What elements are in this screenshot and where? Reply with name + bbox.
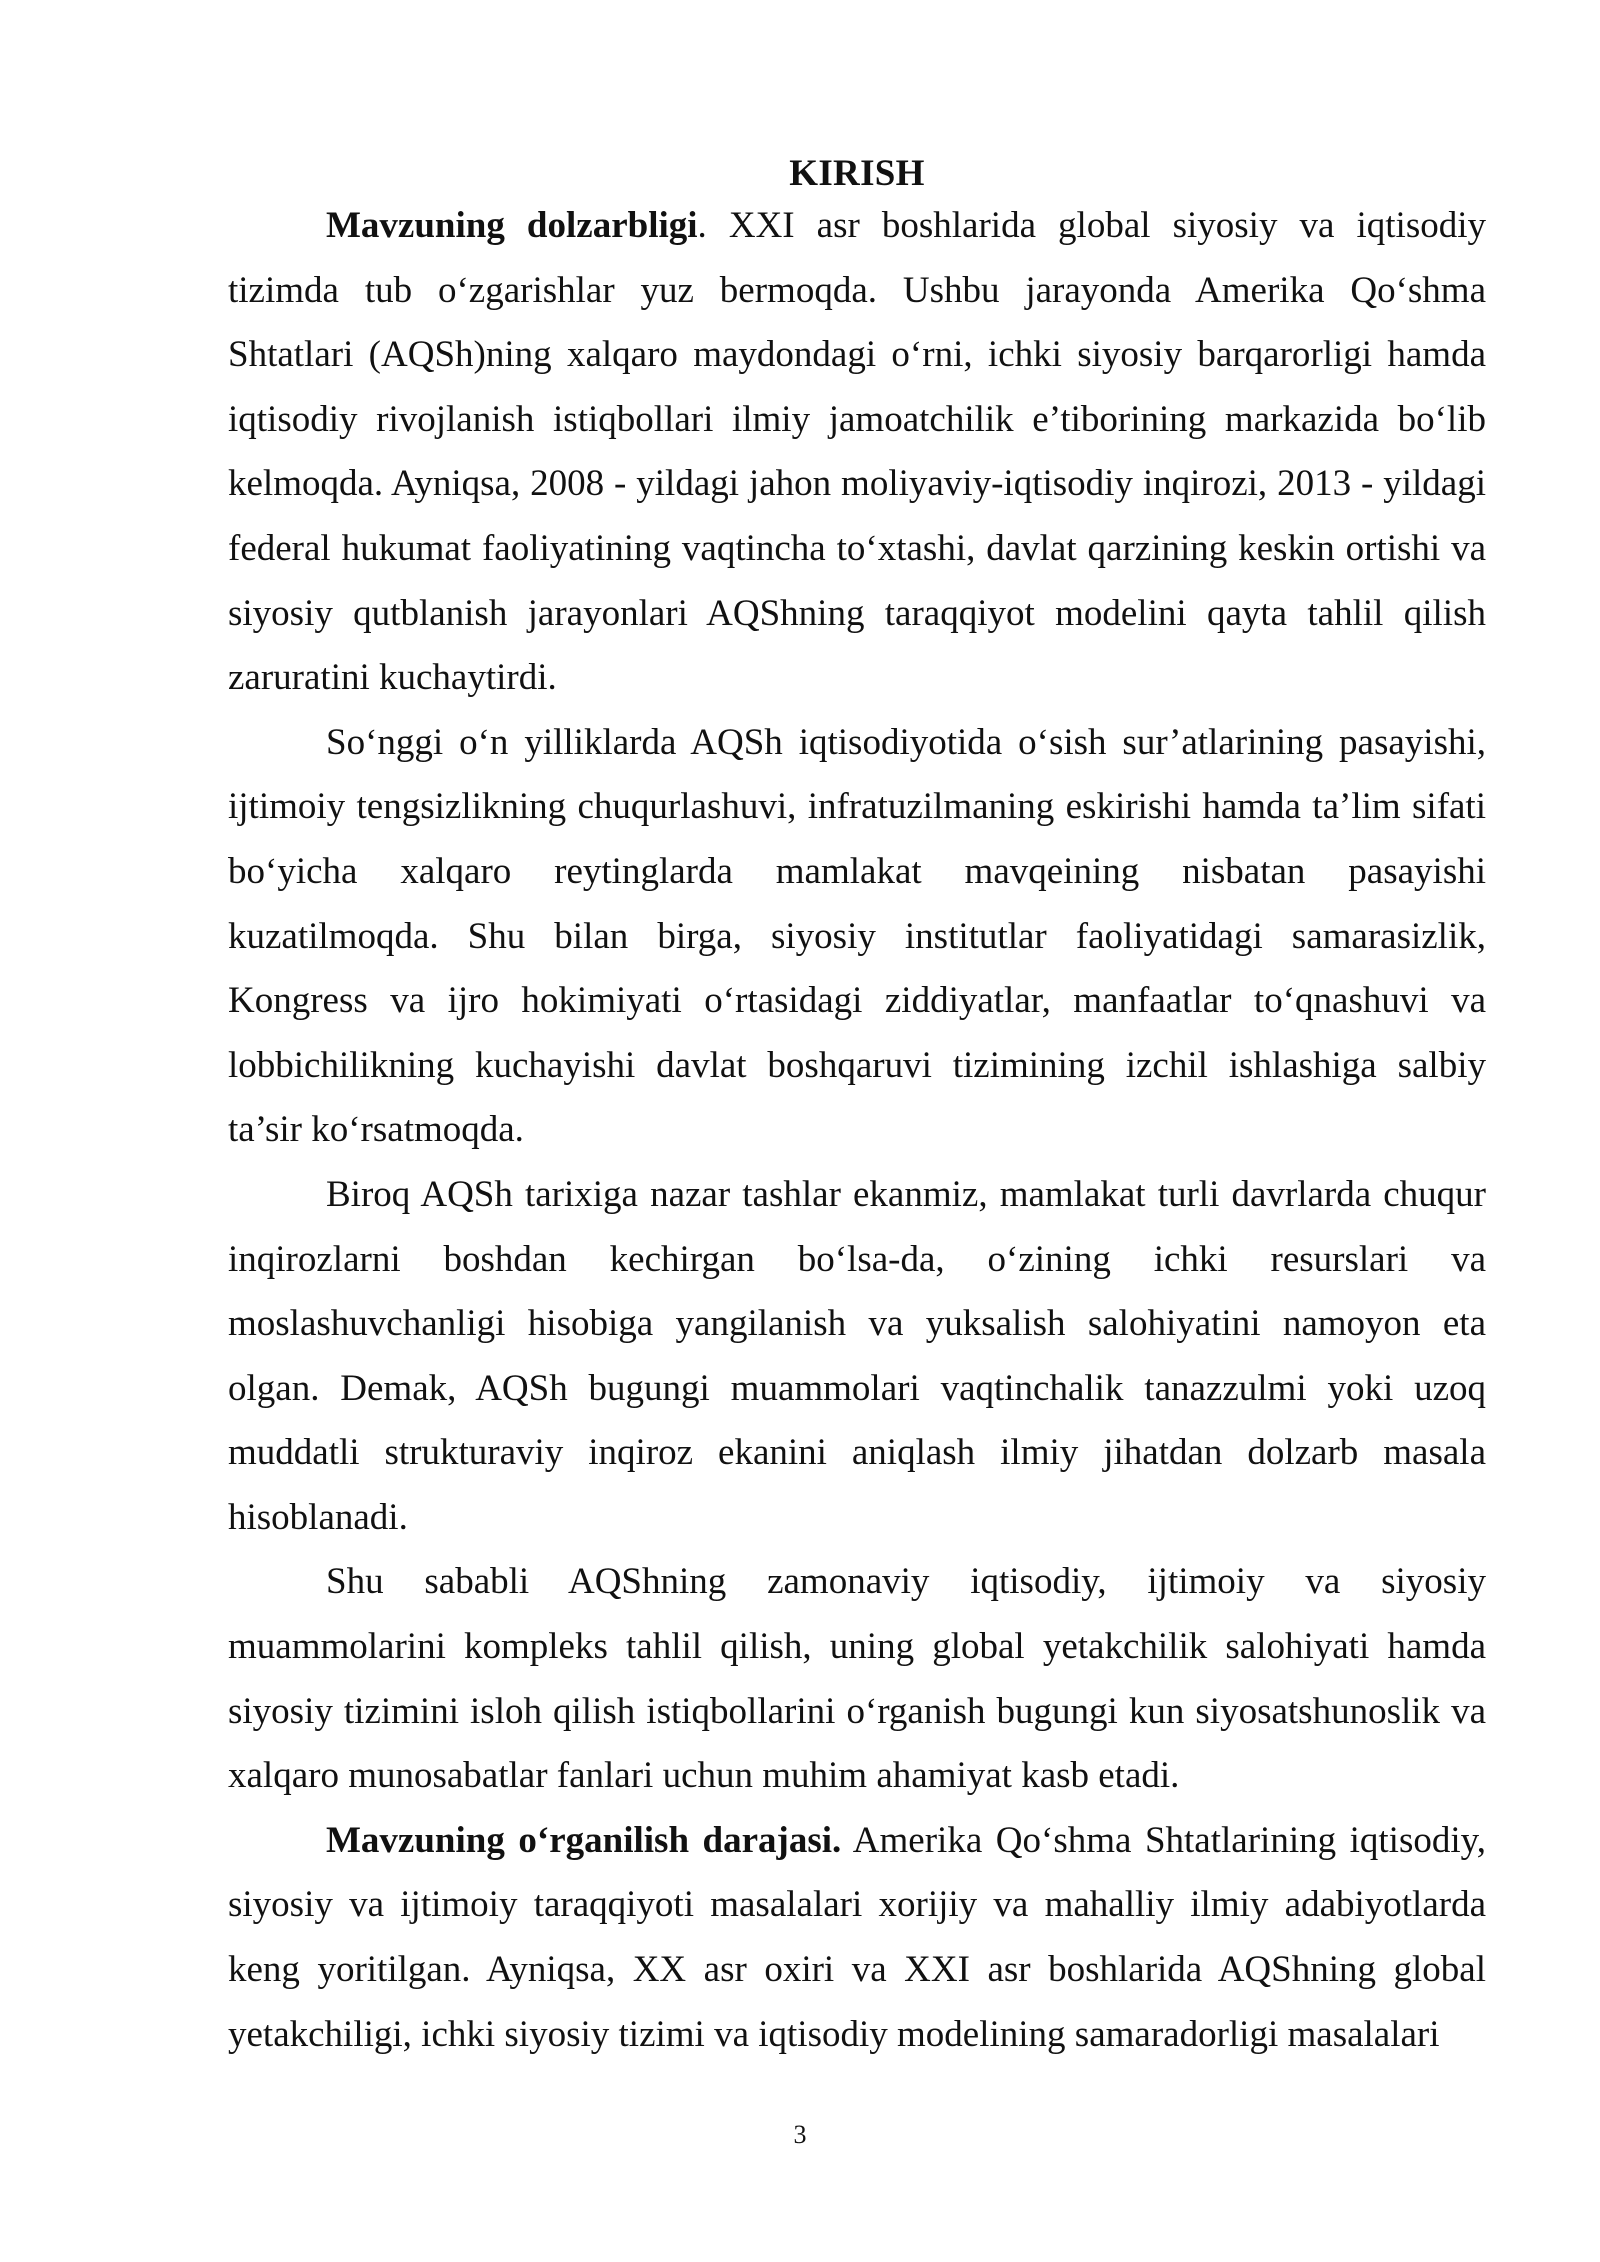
paragraph-recent-decades xyxy=(228,711,1486,1163)
paragraph-history xyxy=(228,1163,1486,1551)
document-page xyxy=(228,150,1486,2067)
paragraph-relevance xyxy=(228,194,1486,711)
paragraph-text: Amerika Qo‘shma Shtatlarining iqtisodiy, siyosiy va ijtimoiy taraqqiyoti masalalari xorijiy va mahalliy ilmiy adabiyotlarda keng yoritilgan. Ayniqsa, XX asr oxiri va XXI asr boshlarida AQShning global yetakchiligi, ichki siyosiy tizimi va iqtisodiy modelining samaradorligi masalalari xyxy=(228,1819,1486,2055)
paragraph-lead: Mavzuning o‘rganilish darajasi. xyxy=(326,1819,842,1861)
paragraph-study-degree xyxy=(228,1809,1486,2067)
paragraph-text: So‘nggi o‘n yilliklarda AQSh iqtisodiyotida o‘sish sur’atlarining pasayishi, ijtimoiy tengsizlikning chuqurlashuvi, infratuzilmaning eskirishi hamda ta’lim sifati bo‘yicha xalqaro reytinglarda mamlakat mavqeining nisbatan pasayishi kuzatilmoqda. Shu bilan birga, siyosiy institutlar faoliyatidagi samarasizlik, Kongress va ijro hokimiyati o‘rtasidagi ziddiyatlar, manfaatlar to‘qnashuvi va lobbichilikning kuchayishi davlat boshqaruvi tizimining izchil ishlashiga salbiy ta’sir ko‘rsatmoqda. xyxy=(228,721,1486,1151)
paragraph-reason xyxy=(228,1550,1486,1808)
page-title: KIRISH xyxy=(789,153,925,194)
paragraph-text: Shu sababli AQShning zamonaviy iqtisodiy, ijtimoiy va siyosiy muammolarini kompleks tahlil qilish, uning global yetakchilik salohiyati hamda siyosiy tizimini isloh qilish istiqbollarini o‘rganish bugungi kun siyosatshunoslik va xalqaro munosabatlar fanlari uchun muhim ahamiyat kasb etadi. xyxy=(228,1561,1486,1797)
paragraph-text: Biroq AQSh tarixiga nazar tashlar ekanmiz, mamlakat turli davrlarda chuqur inqirozlarni boshdan kechirgan bo‘lsa-da, o‘zining ichki resurslari va moslashuvchanligi hisobiga yangilanish va yuksalish salohiyatini namoyon eta olgan. Demak, AQSh bugungi muammolari vaqtinchalik tanazzulmi yoki uzoq muddatli strukturaviy inqiroz ekanini aniqlash ilmiy jihatdan dolzarb masala hisoblanadi. xyxy=(228,1173,1486,1538)
paragraph-text: . XXI asr boshlarida global siyosiy va iqtisodiy tizimda tub o‘zgarishlar yuz bermoqda. Ushbu jarayonda Amerika Qo‘shma Shtatlari (AQSh)ning xalqaro maydondagi o‘rni, ichki siyosiy barqarorligi hamda iqtisodiy rivojlanish istiqbollari ilmiy jamoatchilik e’tiborining markazida bo‘lib kelmoqda. Ayniqsa, 2008 - yildagi jahon moliyaviy-iqtisodiy inqirozi, 2013 - yildagi federal hukumat faoliyatining vaqtincha to‘xtashi, davlat qarzining keskin ortishi va siyosiy qutblanish jarayonlari AQShning taraqqiyot modelini qayta tahlil qilish zaruratini kuchaytirdi. xyxy=(228,205,1487,699)
page-number: 3 xyxy=(793,2120,807,2149)
paragraph-lead: Mavzuning dolzarbligi xyxy=(326,205,698,246)
